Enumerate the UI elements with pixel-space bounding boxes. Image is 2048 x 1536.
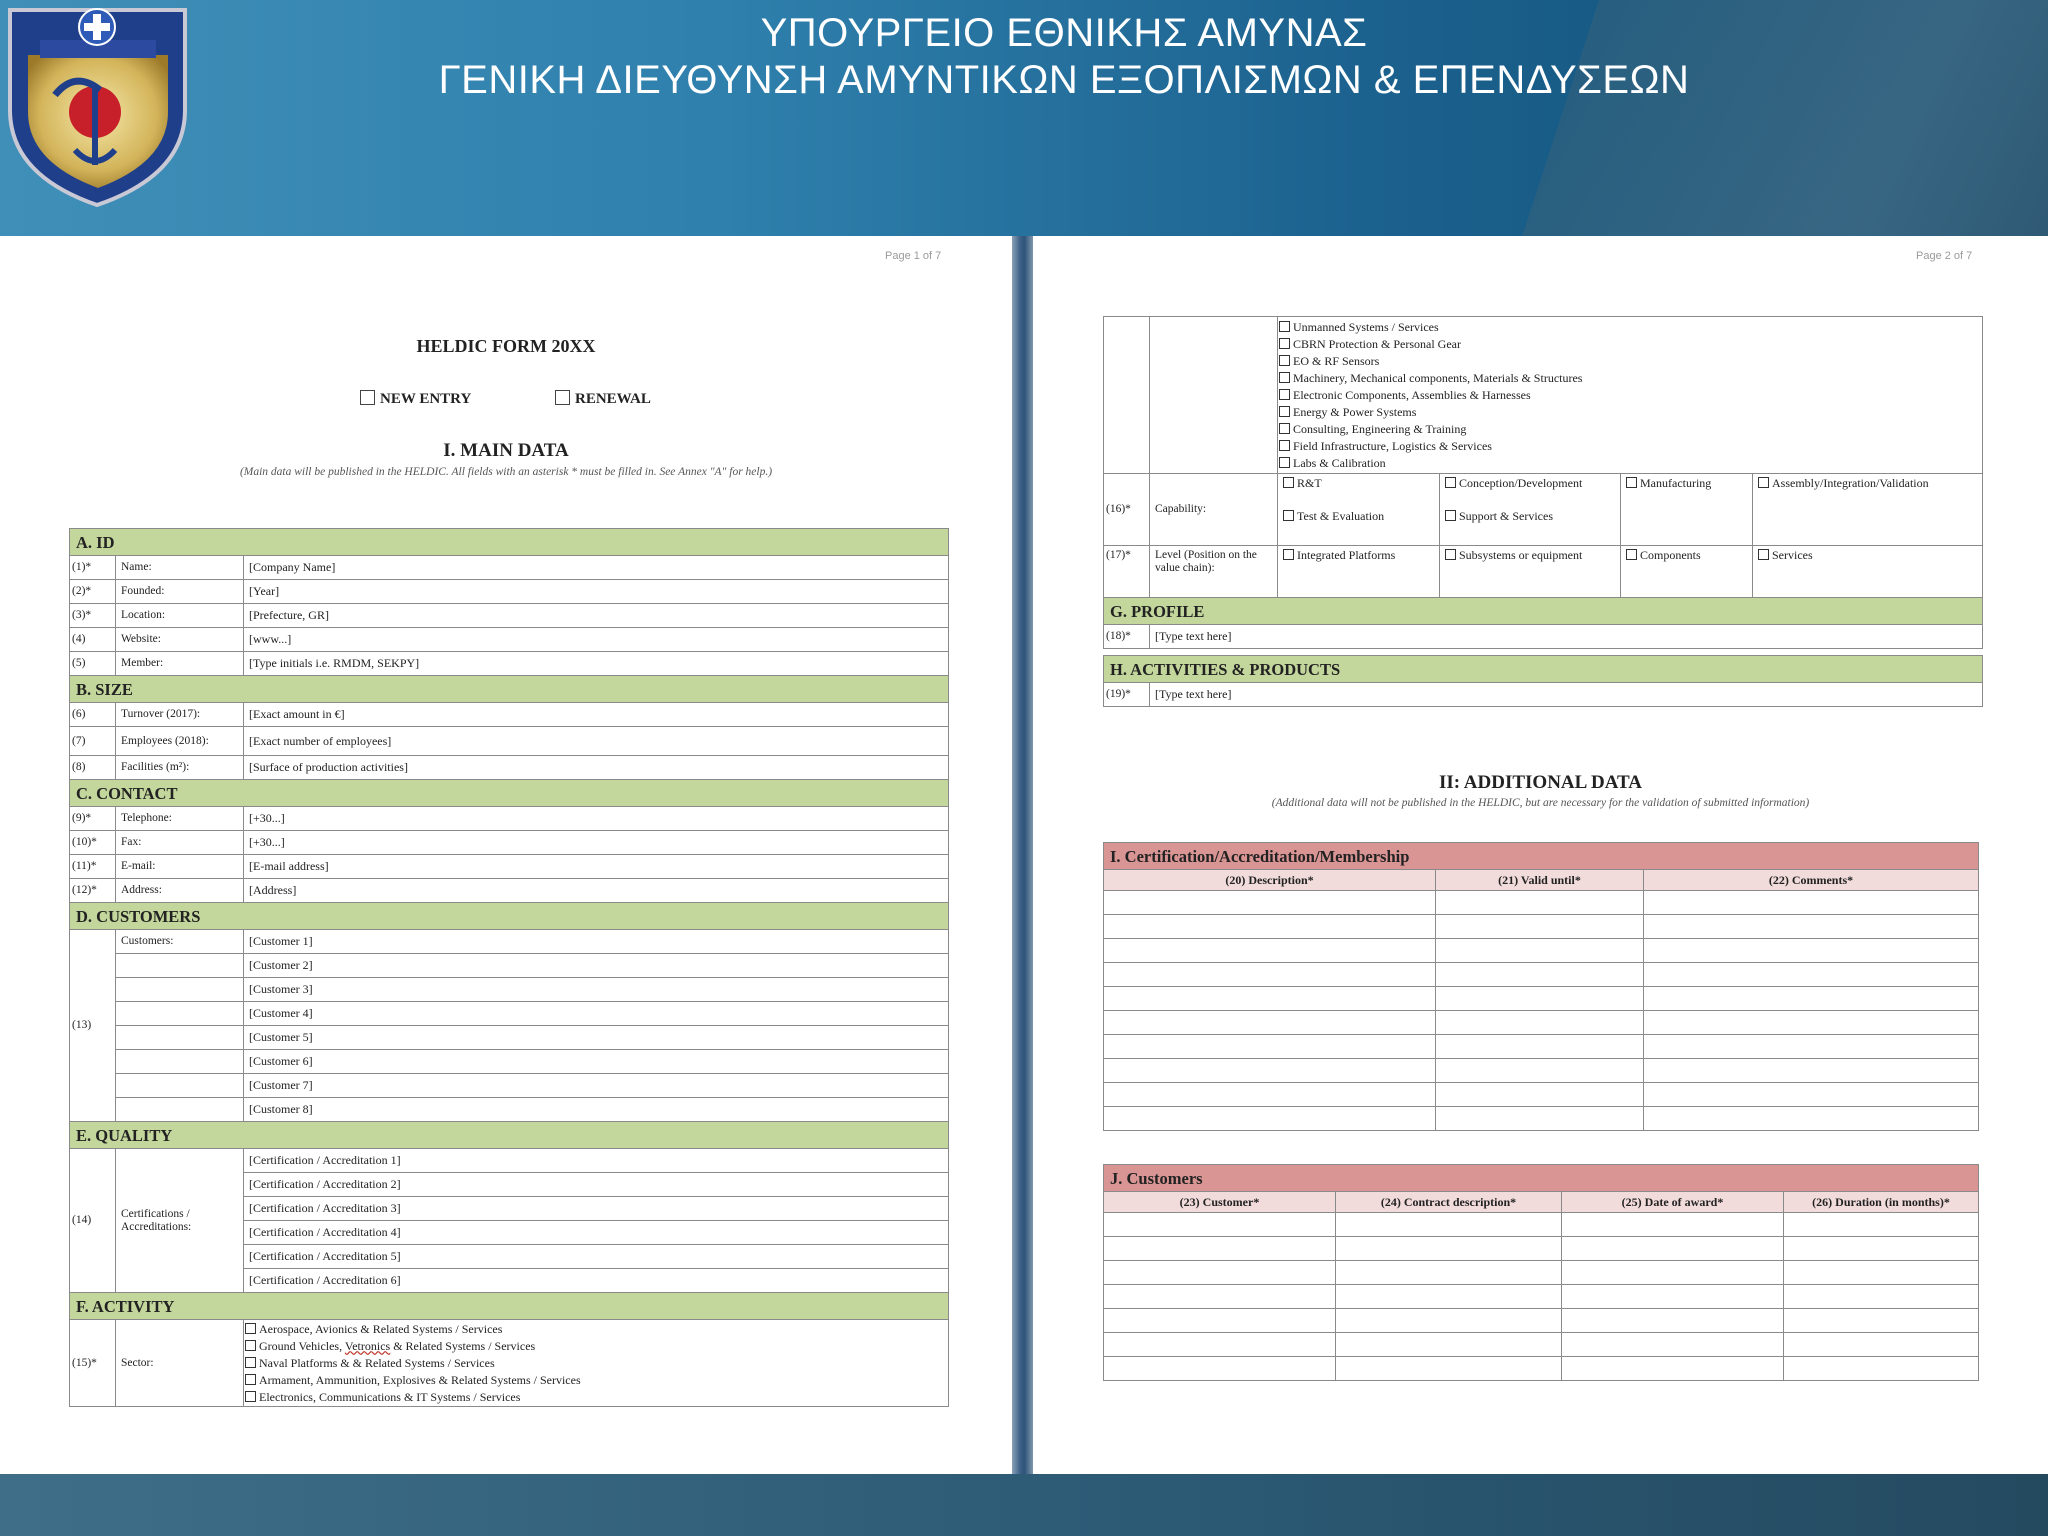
form-page-2 — [1033, 236, 2048, 1474]
sector-option[interactable]: Ground Vehicles, Vetronics & Related Systems / Services — [245, 1338, 948, 1355]
table-row[interactable] — [1104, 1357, 1979, 1381]
sector-checkbox[interactable] — [1279, 423, 1290, 434]
sector-checkbox[interactable] — [245, 1374, 256, 1385]
founded-field[interactable]: [Year] — [244, 580, 949, 604]
sector-option[interactable]: Unmanned Systems / Services — [1279, 319, 1982, 336]
sector-checkbox[interactable] — [1279, 355, 1290, 366]
capability-checkbox[interactable] — [1758, 477, 1769, 488]
capability-checkbox[interactable] — [1283, 510, 1294, 521]
sector-checkbox[interactable] — [245, 1357, 256, 1368]
sector-option[interactable]: Field Infrastructure, Logistics & Services — [1279, 438, 1982, 455]
sector-option[interactable]: Electronics, Communications & IT Systems / Services — [245, 1389, 948, 1406]
sector-checkbox[interactable] — [1279, 372, 1290, 383]
sector-checklist — [244, 1320, 949, 1407]
profile-field[interactable]: [Type text here] — [1150, 625, 1983, 649]
table-row[interactable] — [1104, 1333, 1979, 1357]
main-data-note: (Main data will be published in the HELDIC. All fields with an asterisk * must be filled in. See Annex "A" for help.) — [239, 466, 773, 478]
sector-option[interactable]: Electronic Components, Assemblies & Harnesses — [1279, 387, 1982, 404]
level-option[interactable]: Services — [1758, 549, 1977, 562]
table-row[interactable] — [1104, 1237, 1979, 1261]
col-duration: (26) Duration (in months)* — [1784, 1192, 1979, 1213]
table-row[interactable] — [1104, 1083, 1979, 1107]
new-entry-checkbox[interactable] — [360, 390, 375, 405]
level-checkbox[interactable] — [1283, 549, 1294, 560]
sector-checklist-continued — [1278, 317, 1983, 474]
main-data-table: A. ID (1)* Name: [Company Name] (2)* Founded: [Year] (3)* Location: [Prefecture, GR] (4) Website: [www...] (5) Member: [Type initials i.e. RMDM, SEKPY] B. SIZE (6) Turnover (2017): [Exact amount in €] (7) Employees (2018): [Exact number of employees] (8) Facilities (m²): [Surface of production activities] C. CONTACT (9)* Telephone: [+30...] (10)* Fax: [+30...] (11)* E-mail: [E-mail address] (12)* Address: [Address] D. CUSTOMERS (13) Customers: [Customer 1] [Customer 2] [Customer 3] [Customer 4] [Customer 5] [Customer 6] [Customer 7] [Customer 8] E. QUALITY (14) Certifications / Accreditations: [Certification / Accreditation 1] [Certification / Accreditation 2] [Certification / Accreditation 3] [Certification / Accreditation 4] [Certification / Accreditation 5] [Certification / Accreditation 6] F. ACTIVITY (15)* Sector: Aerospace, Avionics & Related Systems / Services Ground Vehicles, Vetronics & Related Systems / Services Naval Platforms & & Related Systems / Services Armament, Ammunition, Explosives & Related Systems / Services Electronics, Communications & IT Systems / Services — [69, 528, 949, 1407]
table-row[interactable] — [1104, 1309, 1979, 1333]
sector-checkbox[interactable] — [1279, 457, 1290, 468]
table-row[interactable] — [1104, 891, 1979, 915]
sector-option[interactable]: CBRN Protection & Personal Gear — [1279, 336, 1982, 353]
level-checkbox[interactable] — [1626, 549, 1637, 560]
sector-option[interactable]: Labs & Calibration — [1279, 455, 1982, 472]
page-number: Page 2 of 7 — [1916, 250, 1973, 262]
email-field[interactable]: [E-mail address] — [244, 855, 949, 879]
sector-option[interactable]: Aerospace, Avionics & Related Systems / Services — [245, 1321, 948, 1338]
customer-field[interactable]: [Customer 2] — [244, 954, 949, 978]
table-row[interactable] — [1104, 1035, 1979, 1059]
capability-option[interactable]: Support & Services — [1445, 510, 1615, 523]
section-activities-products: H. ACTIVITIES & PRODUCTS — [1104, 656, 1983, 683]
level-option[interactable]: Subsystems or equipment — [1445, 549, 1615, 562]
table-row[interactable] — [1104, 939, 1979, 963]
customer-field[interactable]: [Customer 8] — [244, 1098, 949, 1122]
facilities-field[interactable]: [Surface of production activities] — [244, 756, 949, 780]
ministry-title: ΥΠΟΥΡΓΕΙΟ ΕΘΝΙΚΗΣ ΑΜΥΝΑΣ — [760, 11, 1368, 55]
capability-checkbox[interactable] — [1626, 477, 1637, 488]
sector-checkbox[interactable] — [1279, 338, 1290, 349]
certification-field[interactable]: [Certification / Accreditation 6] — [244, 1269, 949, 1293]
renewal-option[interactable]: RENEWAL — [555, 390, 651, 408]
level-checkbox[interactable] — [1758, 549, 1769, 560]
page-number: Page 1 of 7 — [885, 250, 942, 262]
location-field[interactable]: [Prefecture, GR] — [244, 604, 949, 628]
certification-field[interactable]: [Certification / Accreditation 1] — [244, 1149, 949, 1173]
level-option[interactable]: Integrated Platforms — [1283, 549, 1434, 562]
table-row[interactable] — [1104, 1011, 1979, 1035]
renewal-checkbox[interactable] — [555, 390, 570, 405]
new-entry-option[interactable]: NEW ENTRY — [360, 390, 471, 408]
level-option[interactable]: Components — [1626, 549, 1747, 562]
certification-field[interactable]: [Certification / Accreditation 2] — [244, 1173, 949, 1197]
customer-field[interactable]: [Customer 4] — [244, 1002, 949, 1026]
additional-data-note: (Additional data will not be published in the HELDIC, but are necessary for the validation of submitted information) — [1271, 797, 1810, 809]
sector-option[interactable]: Machinery, Mechanical components, Materials & Structures — [1279, 370, 1982, 387]
customer-field[interactable]: [Customer 1] — [244, 930, 949, 954]
sector-option[interactable]: Naval Platforms & & Related Systems / Services — [245, 1355, 948, 1372]
sector-checkbox[interactable] — [245, 1340, 256, 1351]
sector-checkbox[interactable] — [1279, 440, 1290, 451]
capability-checkbox[interactable] — [1445, 510, 1456, 521]
table-row[interactable] — [1104, 1261, 1979, 1285]
employees-field[interactable]: [Exact number of employees] — [244, 727, 949, 756]
activity-continued-table: Unmanned Systems / Services CBRN Protection & Personal Gear EO & RF Sensors Machinery, Mechanical components, Materials & Structures Electronic Components, Assemblies & Harnesses Energy & Power Systems Consulting, Engineering & Training Field Infrastructure, Logistics & Services Labs & Calibration (16)* Capability: R&T Test & Evaluation Conception/Development Support & Services Manufacturing Assembly/Integration/Validation (17)* Level (Position on the value chain): Integrated Platforms Subsystems or equipment Components Services G. PROFILE (18)* [Type text here] H. ACTIVITIES & PRODUCTS (19)* [Type text here] — [1103, 316, 1983, 707]
section-contact: C. CONTACT — [70, 780, 949, 807]
sector-option[interactable]: Armament, Ammunition, Explosives & Related Systems / Services — [245, 1372, 948, 1389]
sector-checkbox[interactable] — [245, 1323, 256, 1334]
slide-header — [0, 0, 2048, 236]
sector-option[interactable]: EO & RF Sensors — [1279, 353, 1982, 370]
fax-field[interactable]: [+30...] — [244, 831, 949, 855]
col-comments: (22) Comments* — [1644, 870, 1979, 891]
table-row[interactable] — [1104, 1285, 1979, 1309]
capability-option[interactable]: Assembly/Integration/Validation — [1758, 477, 1977, 490]
telephone-field[interactable]: [+30...] — [244, 807, 949, 831]
table-row[interactable] — [1104, 963, 1979, 987]
section-customers: D. CUSTOMERS — [70, 903, 949, 930]
sector-option[interactable]: Energy & Power Systems — [1279, 404, 1982, 421]
col-date-of-award: (25) Date of award* — [1562, 1192, 1784, 1213]
section-quality: E. QUALITY — [70, 1122, 949, 1149]
sector-checkbox[interactable] — [245, 1391, 256, 1402]
sector-checkbox[interactable] — [1279, 389, 1290, 400]
table-row[interactable] — [1104, 987, 1979, 1011]
col-description: (20) Description* — [1104, 870, 1436, 891]
capability-option[interactable]: Conception/Development — [1445, 477, 1615, 490]
customer-field[interactable]: [Customer 3] — [244, 978, 949, 1002]
turnover-field[interactable]: [Exact amount in €] — [244, 703, 949, 727]
website-field[interactable]: [www...] — [244, 628, 949, 652]
customer-field[interactable]: [Customer 6] — [244, 1050, 949, 1074]
table-row[interactable] — [1104, 915, 1979, 939]
section-activity: F. ACTIVITY — [70, 1293, 949, 1320]
customers-table — [1103, 1164, 1979, 1381]
address-field[interactable]: [Address] — [244, 879, 949, 903]
certification-field[interactable]: [Certification / Accreditation 5] — [244, 1245, 949, 1269]
table-row[interactable] — [1104, 1059, 1979, 1083]
col-customer: (23) Customer* — [1104, 1192, 1336, 1213]
company-name-field[interactable]: [Company Name] — [244, 556, 949, 580]
section-certification: I. Certification/Accreditation/Membership — [1104, 843, 1979, 870]
directorate-title: ΓΕΝΙΚΗ ΔΙΕΥΘΥΝΣΗ ΑΜΥΝΤΙΚΩΝ ΕΞΟΠΛΙΣΜΩΝ & ΕΠΕΝΔΥΣΕΩΝ — [438, 58, 1690, 102]
form-page-1 — [0, 236, 1012, 1474]
capability-checkbox[interactable] — [1445, 477, 1456, 488]
certification-field[interactable]: [Certification / Accreditation 4] — [244, 1221, 949, 1245]
slide-footer-band — [0, 1474, 2048, 1536]
form-title: HELDIC FORM 20XX — [416, 336, 596, 356]
capability-option[interactable]: Manufacturing — [1626, 477, 1747, 490]
customer-field[interactable]: [Customer 7] — [244, 1074, 949, 1098]
table-row[interactable] — [1104, 1107, 1979, 1131]
additional-data-title: II: ADDITIONAL DATA — [1438, 772, 1643, 793]
activities-field[interactable]: [Type text here] — [1150, 683, 1983, 707]
member-field[interactable]: [Type initials i.e. RMDM, SEKPY] — [244, 652, 949, 676]
level-checkbox[interactable] — [1445, 549, 1456, 560]
capability-option[interactable]: Test & Evaluation — [1283, 510, 1434, 523]
page-gutter — [1012, 236, 1033, 1474]
table-row[interactable] — [1104, 1213, 1979, 1237]
emblem-icon — [0, 0, 200, 215]
capability-checkbox[interactable] — [1283, 477, 1294, 488]
section-size: B. SIZE — [70, 676, 949, 703]
col-valid-until: (21) Valid until* — [1436, 870, 1644, 891]
section-profile: G. PROFILE — [1104, 598, 1983, 625]
certification-field[interactable]: [Certification / Accreditation 3] — [244, 1197, 949, 1221]
sector-checkbox[interactable] — [1279, 321, 1290, 332]
customer-field[interactable]: [Customer 5] — [244, 1026, 949, 1050]
sector-checkbox[interactable] — [1279, 406, 1290, 417]
main-data-title: I. MAIN DATA — [443, 440, 569, 461]
sector-option[interactable]: Consulting, Engineering & Training — [1279, 421, 1982, 438]
col-contract-description: (24) Contract description* — [1336, 1192, 1562, 1213]
section-customers-additional: J. Customers — [1104, 1165, 1979, 1192]
certification-table — [1103, 842, 1979, 1131]
capability-option[interactable]: R&T — [1283, 477, 1434, 490]
section-id: A. ID — [70, 529, 949, 556]
